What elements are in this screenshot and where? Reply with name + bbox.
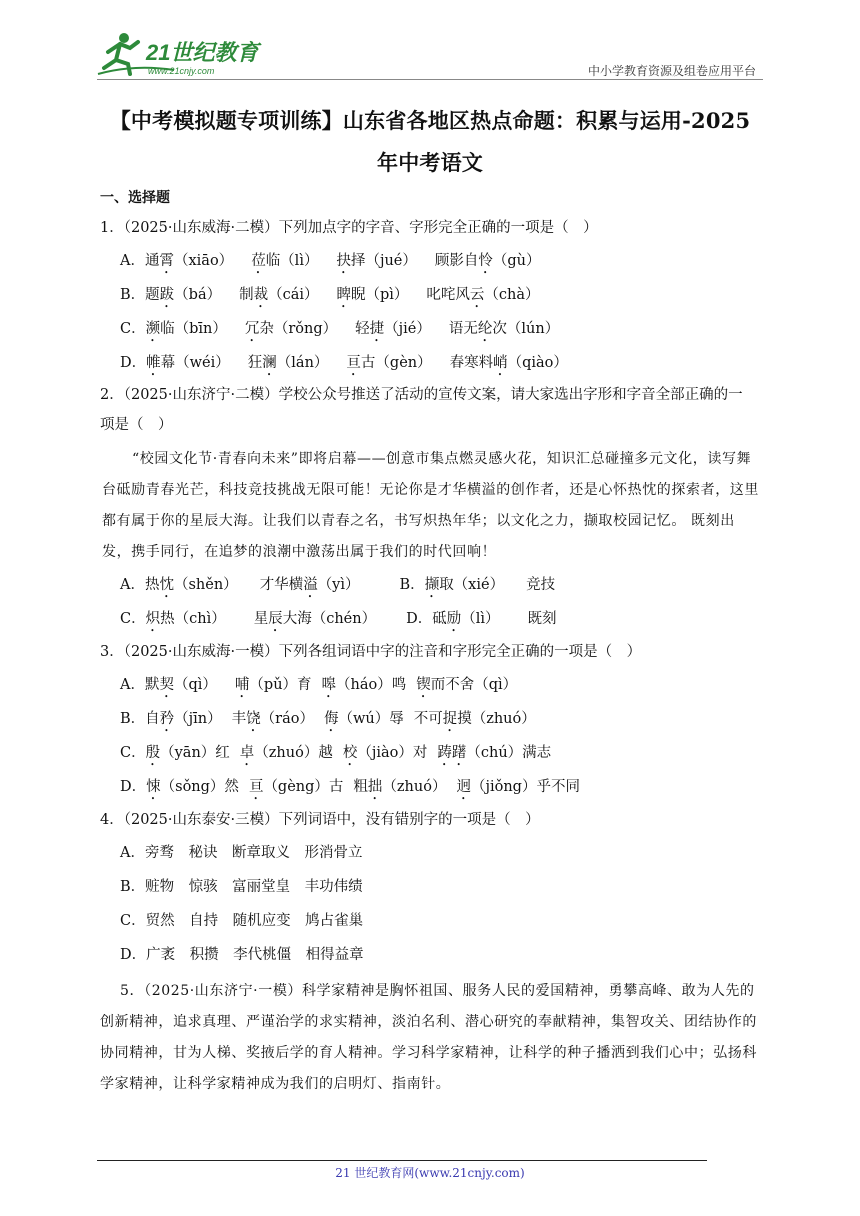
question-2-options-row-2 [100, 602, 764, 636]
platform-name: 中小学教育资源及组卷应用平台 [587, 64, 756, 78]
question-5-text: 5．（2025·山东济宁·一模）科学家精神是胸怀祖国、服务人民的爱国精神，勇攀高峰、敢为人先的创新精神，追求真理、严谨治学的求实精神，淡泊名利、潜心研究的奉献精神，集智攻关、团结协作的协同精神，甘为人梯、奖掖后学的育人精神。学习科学家精神，让科学的种子播洒到我们心中；弘扬科学家精神，让科学家精神成为我们的启明灯、指南针。 [100, 983, 757, 1092]
runner-logo-icon [94, 30, 264, 80]
question-3-option-c[interactable]: C．殷（yān）红 卓（zhuó）越 校（jiào）对 踌躇（chú）满志 [120, 745, 552, 761]
question-2-stem-line-1: 2．（2025·山东济宁·二模）学校公众号推送了活动的宣传文案，请大家选出字形和字音全部正确的一 [100, 387, 743, 403]
document-title [100, 100, 760, 184]
logo-text: 21世纪教育 [146, 40, 259, 65]
question-4-option-b[interactable]: B．赃物 惊骇 富丽堂皇 丰功伟绩 [120, 879, 363, 895]
title-line-2: 年中考语文 [377, 150, 483, 175]
question-2-option-c[interactable]: C．炽热（chì） 星辰大海（chén） [120, 611, 377, 627]
question-list [100, 186, 764, 1100]
header-divider [97, 79, 763, 80]
question-2-options-row-1 [100, 568, 764, 602]
site-logo[interactable] [94, 30, 264, 80]
footer-link[interactable]: 21 世纪教育网(www.21cnjy.com) [335, 1166, 525, 1180]
title-line-1: 【中考模拟题专项训练】山东省各地区热点命题：积累与运用-2025 [109, 108, 751, 133]
question-4-option-c[interactable]: C．贸然 自持 随机应变 鸠占雀巢 [120, 913, 364, 929]
question-3-option-b[interactable]: B．自矜（jīn） 丰饶（ráo） 侮（wú）辱 不可捉摸（zhuó） [120, 711, 536, 727]
question-1-stem: 1．（2025·山东威海·二模）下列加点字的字音、字形完全正确的一项是（ ） [100, 220, 598, 236]
question-4-option-d[interactable]: D．广袤 积攒 李代桃僵 相得益章 [120, 947, 364, 963]
question-1-option-c[interactable]: C．濒临（bīn） 冗杂（rǒng） 轻捷（jié） 语无纶次（lún） [120, 321, 560, 337]
question-2-option-a[interactable]: A．热忱（shěn） 才华横溢（yì） [120, 577, 360, 593]
question-4-stem: 4．（2025·山东泰安·三模）下列词语中，没有错别字的一项是（ ） [100, 812, 540, 828]
footer-divider [97, 1160, 707, 1161]
question-3-option-d[interactable]: D．悚（sǒng）然 亘（gèng）古 粗拙（zhuó） 迥（jiǒng）乎不同 [120, 779, 580, 795]
logo-url: www.21cnjy.com [148, 66, 215, 76]
question-2-option-d[interactable]: D．砥励（lì） 既刻 [406, 611, 557, 627]
question-2-stem [100, 380, 764, 440]
question-1-option-b[interactable]: B．题跋（bá） 制裁（cái） 睥睨（pì） 叱咤风云（chà） [120, 287, 540, 303]
question-1-option-d[interactable]: D．帷幕（wéi） 狂澜（lán） 亘古（gèn） 春寒料峭（qiào） [120, 355, 568, 371]
section-heading: 一、选择题 [100, 190, 170, 206]
question-4-option-a[interactable]: A．旁骛 秘诀 断章取义 形消骨立 [120, 845, 363, 861]
question-3-stem: 3．（2025·山东威海·一模）下列各组词语中字的注音和字形完全正确的一项是（ ） [100, 644, 642, 660]
question-2-passage: “校园文化节·青春向未来”即将启幕——创意市集点燃灵感火花，知识汇总碰撞多元文化，读写舞台砥励青春光芒，科技竞技挑战无限可能！无论你是才华横溢的创作者，还是心怀热忱的探索者，这里都有属于你的星辰大海。让我们以青春之名，书写炽热年华；以文化之力，撷取校园记忆。 既刻出发，携手同行，在追梦的浪潮中激荡出属于我们的时代回响！ [102, 451, 759, 560]
question-2-stem-line-2: 项是（ ） [100, 417, 173, 433]
question-3-option-a[interactable]: A．默契（qì） 哺（pǔ）育 嗥（háo）鸣 锲而不舍（qì） [120, 677, 518, 693]
question-2-option-b[interactable]: B．撷取（xié） 竞技 [399, 577, 556, 593]
question-1-option-a[interactable]: A．通霄（xiāo） 莅临（lì） 抉择（jué） 顾影自怜（gù） [120, 253, 541, 269]
